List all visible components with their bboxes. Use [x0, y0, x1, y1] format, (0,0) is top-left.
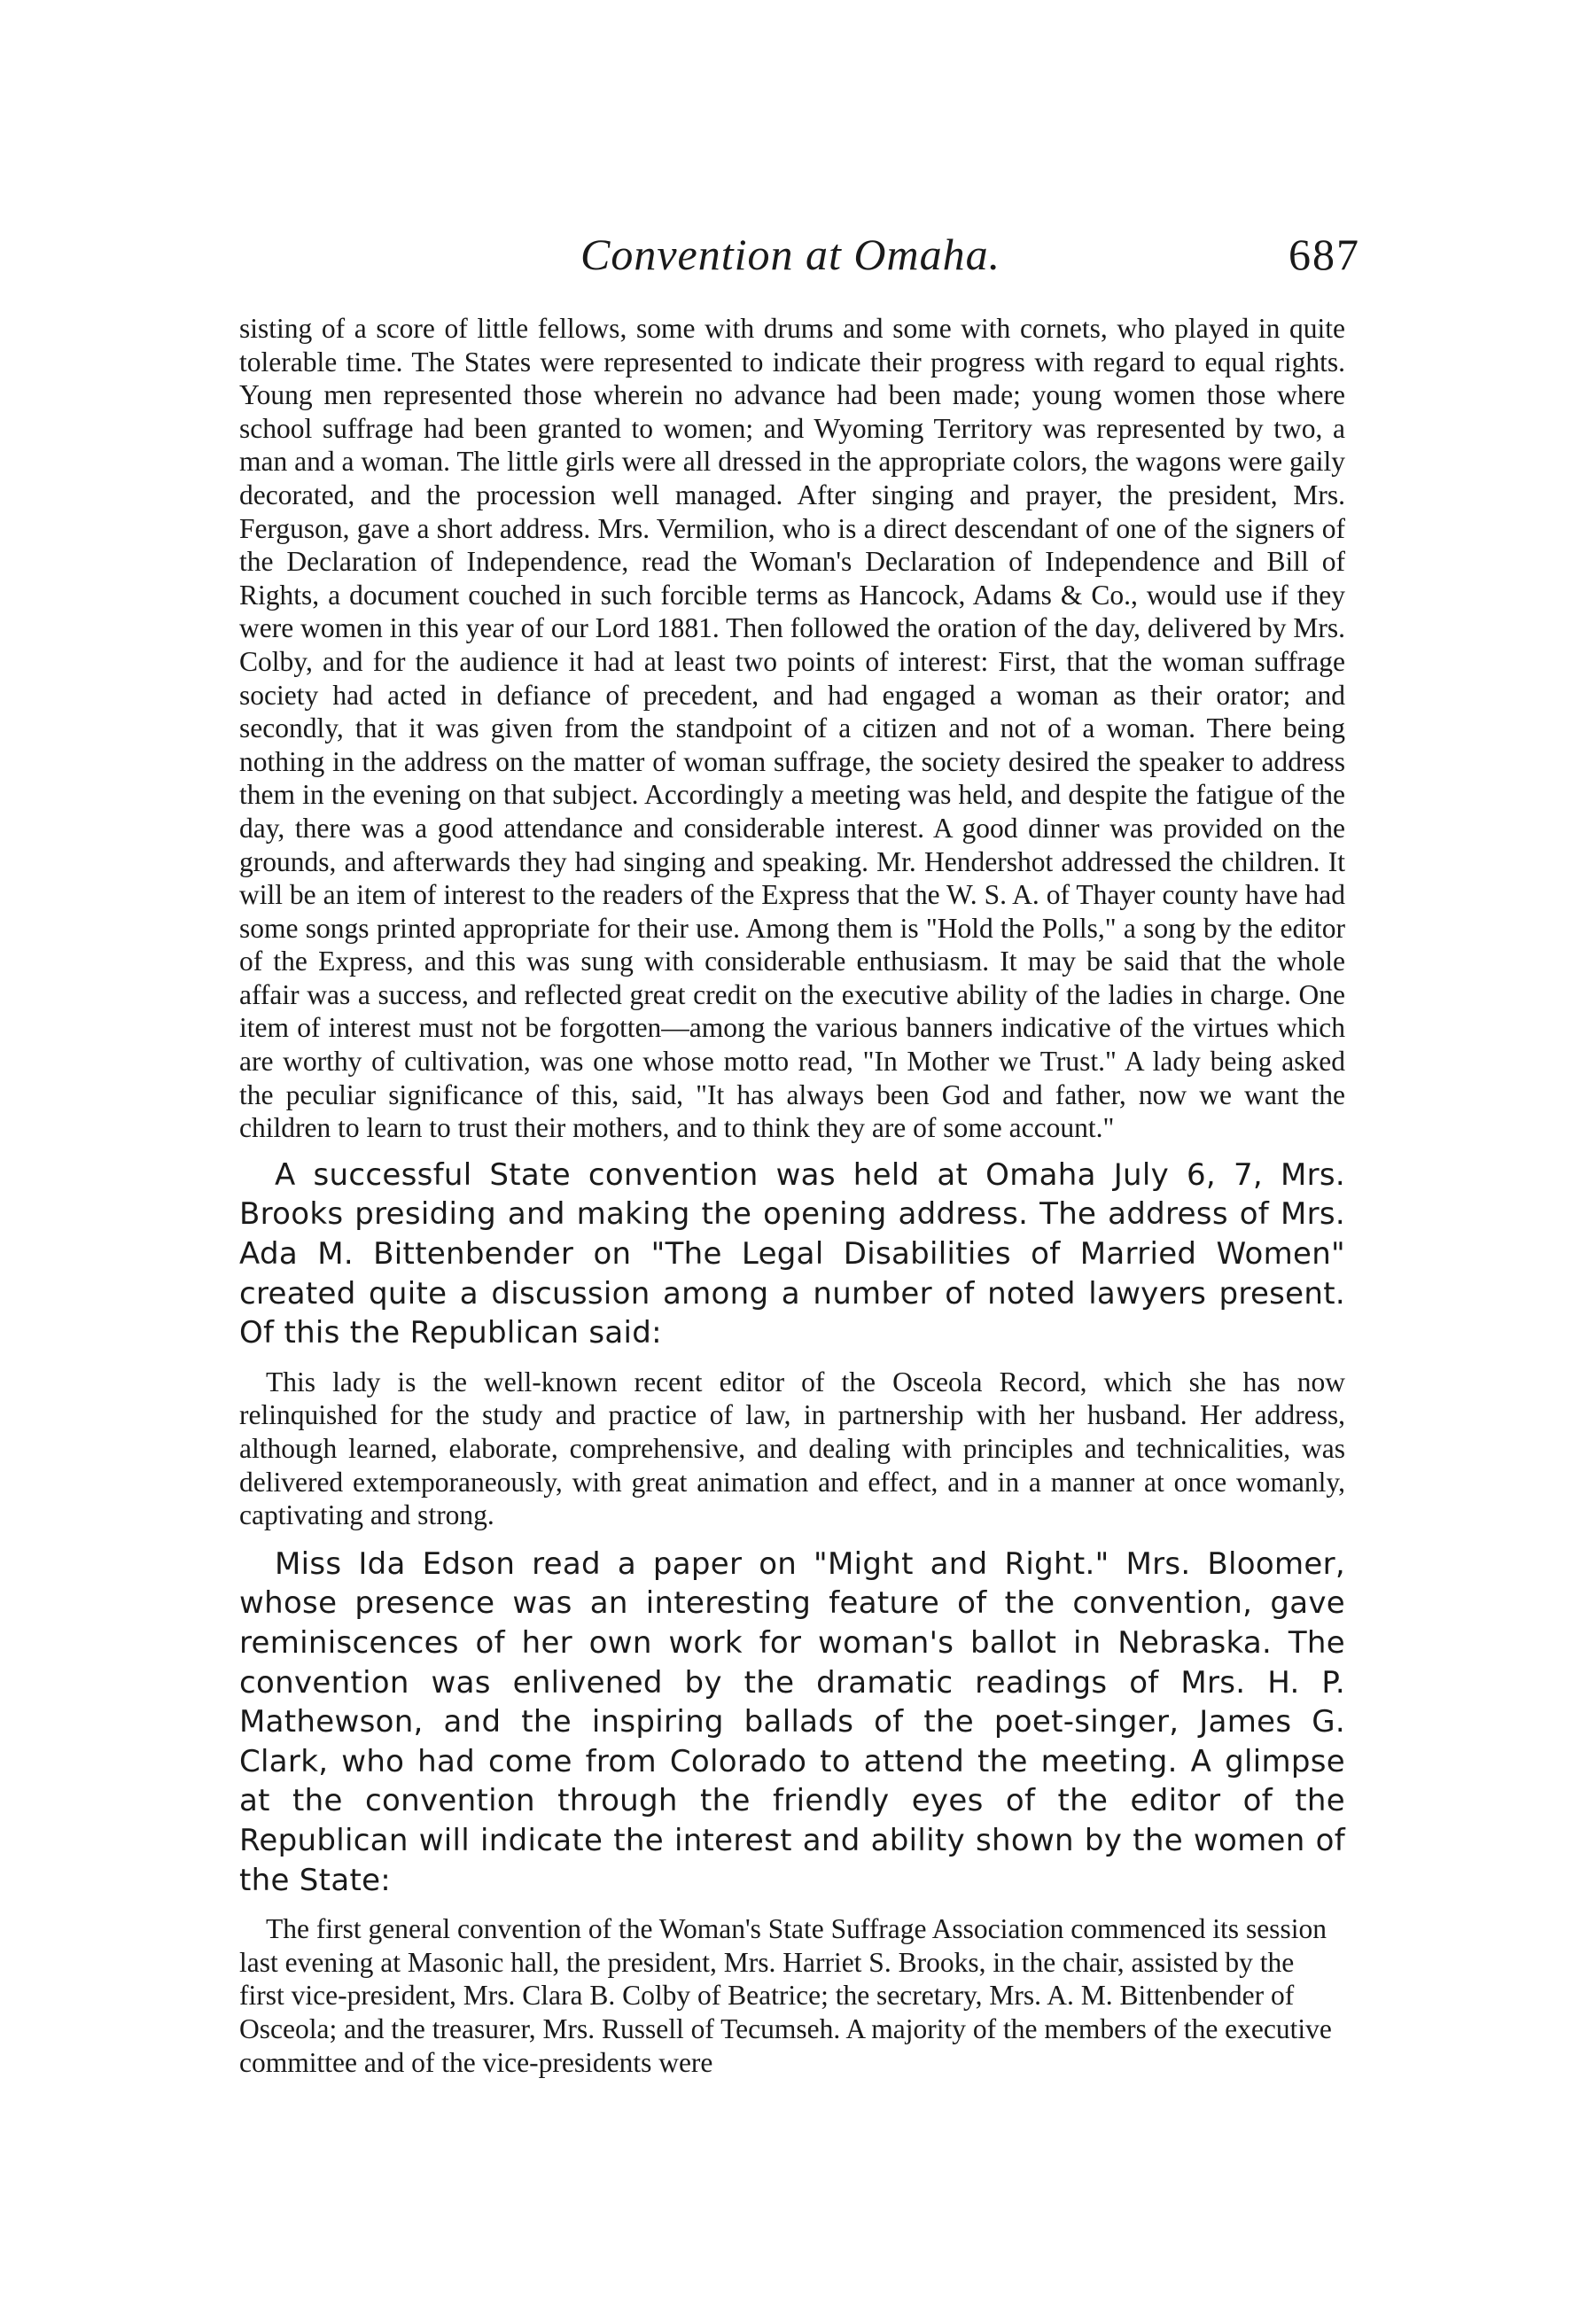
page-body [239, 312, 1345, 2079]
paragraph-state-convention: A successful State convention was held at Omaha July 6, 7, Mrs. Brooks presiding and making the opening address. The address of Mrs. Ada M. Bittenbender on "The Legal Disabilities of Married Women" created quite a discussion among a number of noted lawyers present. Of this the Republican said: [239, 1156, 1345, 1351]
paragraph-fete-report: sisting of a score of little fellows, some with drums and some with cornets, who played in quite tolerable time. The States were represented to indicate their progress with regard to equal rights. Young men represented those wherein no advance had been made; young women those where school suffrage had been granted to women; and Wyoming Territory was represented by two, a man and a woman. The little girls were all dressed in the appropriate colors, the wagons were gaily decorated, and the procession well managed. After singing and prayer, the president, Mrs. Ferguson, gave a short address. Mrs. Vermilion, who is a direct descendant of one of the signers of the Declaration of Independence, read the Woman's Declaration of Independence and Bill of Rights, a document couched in such forcible terms as Hancock, Adams & Co., would use if they were women in this year of our Lord 1881. Then followed the oration of the day, delivered by Mrs. Colby, and for the audience it had at least two points of interest: First, that the woman suffrage society had acted in defiance of precedent, and had engaged a woman as their orator; and secondly, that it was given from the standpoint of a citizen and not of a woman. There being nothing in the address on the matter of woman suffrage, the society desired the speaker to address them in the evening on that subject. Accordingly a meeting was held, and despite the fatigue of the day, there was a good attendance and considerable interest. A good dinner was provided on the grounds, and afterwards they had singing and speaking. Mr. Hendershot addressed the children. It will be an item of interest to the readers of the Express that the W. S. A. of Thayer county have had some songs printed appropriate for their use. Among them is "Hold the Polls," a song by the editor of the Express, and this was sung with considerable enthusiasm. It may be said that the whole affair was a success, and reflected great credit on the executive ability of the ladies in charge. One item of interest must not be forgotten—among the various banners indicative of the virtues which are worthy of cultivation, was one whose motto read, "In Mother we Trust." A lady being asked the peculiar significance of this, said, "It has always been God and father, now we want the children to learn to trust their mothers, and to think they are of some account." [239, 313, 1345, 1144]
paragraph-first-general-convention: The first general convention of the Woman's State Suffrage Association commenced its session last evening at Masonic hall, the president, Mrs. Harriet S. Brooks, in the chair, assisted by the first vice-president, Mrs. Clara B. Colby of Beatrice; the secretary, Mrs. A. M. Bittenbender of Osceola; and the treasurer, Mrs. Russell of Tecumseh. A majority of the members of the executive committee and of the vice-presidents were [239, 1913, 1332, 2078]
page-header [239, 213, 1360, 284]
running-title: Convention at Omaha. [580, 230, 1001, 279]
page-number: 687 [1288, 230, 1360, 279]
paragraph-convention-readings: Miss Ida Edson read a paper on "Might and Right." Mrs. Bloomer, whose presence was an interesting feature of the convention, gave reminiscences of her own work for woman's ballot in Nebraska. The convention was enlivened by the dramatic readings of Mrs. H. P. Mathewson, and the inspiring ballads of the poet-singer, James G. Clark, who had come from Colorado to attend the meeting. A glimpse at the convention through the friendly eyes of the editor of the Republican will indicate the interest and ability shown by the women of the State: [239, 1545, 1345, 1898]
paragraph-republican-quote: This lady is the well-known recent editor of the Osceola Record, which she has now relinquished for the study and practice of law, in partnership with her husband. Her address, although learned, elaborate, comprehensive, and dealing with principles and technicalities, was delivered extemporaneously, with great animation and effect, and in a manner at once womanly, captivating and strong. [239, 1366, 1345, 1531]
